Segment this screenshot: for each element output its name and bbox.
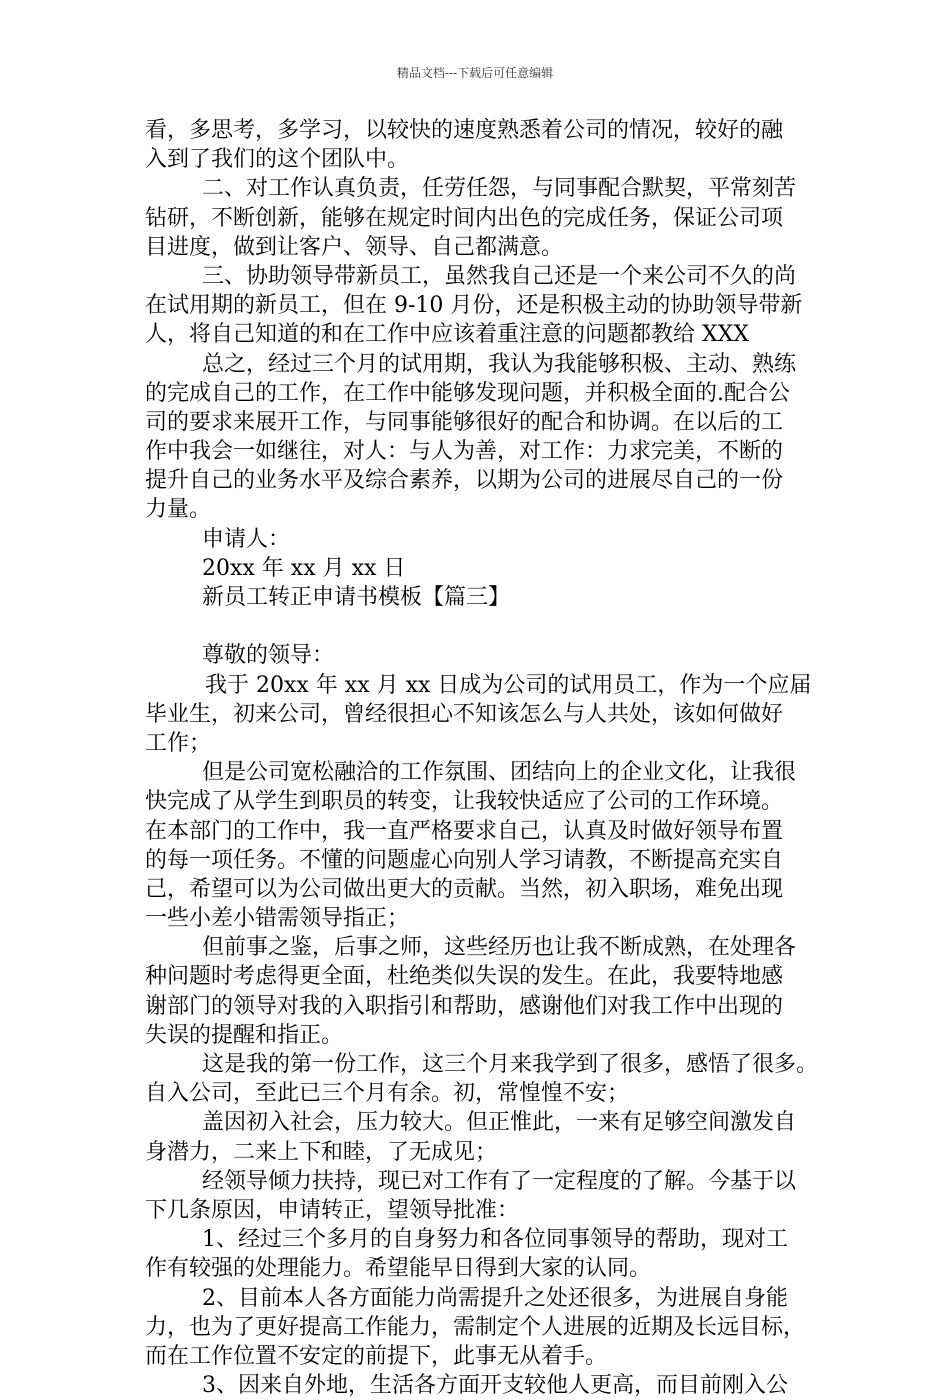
text-line: 谢部门的领导对我的入职指引和帮助，感谢他们对我工作中出现的 bbox=[145, 993, 784, 1019]
text-line: 总之，经过三个月的试用期，我认为我能够积极、主动、熟练 bbox=[202, 351, 797, 377]
text-line: 身潜力，二来上下和睦，了无成见； bbox=[145, 1139, 498, 1165]
text-line: 但是公司宽松融洽的工作氛围、团结向上的企业文化，让我很 bbox=[202, 760, 797, 786]
text-line: 的每一项任务。不懂的问题虚心向别人学习请教，不断提高充实自 bbox=[145, 847, 784, 873]
text-line: 目进度，做到让客户、领导、自己都满意。 bbox=[145, 234, 564, 260]
text-line: 2、目前本人各方面能力尚需提升之处还很多，为进展自身能 bbox=[202, 1285, 788, 1311]
text-line: 二、对工作认真负责，任劳任怨，与同事配合默契，平常刻苦 bbox=[202, 176, 797, 202]
text-line: 经领导倾力扶持，现已对工作有了一定程度的了解。今基于以 bbox=[202, 1168, 797, 1194]
text-line: 钻研，不断创新，能够在规定时间内出色的完成任务，保证公司项 bbox=[145, 205, 784, 231]
text-line: 入到了我们的这个团队中。 bbox=[145, 147, 410, 173]
text-line: 这是我的第一份工作，这三个月来我学到了很多，感悟了很多。 bbox=[202, 1052, 819, 1077]
text-line: 快完成了从学生到职员的转变，让我较快适应了公司的工作环境。 bbox=[145, 789, 784, 815]
text-line: 作中我会一如继往，对人：与人为善，对工作：力求完美，不断的 bbox=[145, 439, 784, 465]
text-line: 下几条原因，申请转正，望领导批准： bbox=[145, 1197, 520, 1223]
text-line: 毕业生，初来公司，曾经很担心不知该怎么与人共处，该如何做好 bbox=[145, 701, 784, 727]
text-line: 人，将自己知道的和在工作中应该着重注意的问题都教给 XXX bbox=[145, 322, 749, 348]
text-line: 自入公司，至此已三个月有余。初，常惶惶不安； bbox=[145, 1081, 630, 1107]
applicant-label: 申请人： bbox=[202, 526, 291, 552]
text-line: 我于 20xx 年 xx 月 xx 日成为公司的试用员工，作为一个应届 bbox=[205, 672, 812, 698]
page-header: 精品文档---下载后可任意编辑 bbox=[396, 66, 554, 80]
text-line: 但前事之鉴，后事之师，这些经历也让我不断成熟，在处理各 bbox=[202, 935, 797, 961]
text-line: 盖因初入社会，压力较大。但正惟此，一来有足够空间激发自 bbox=[202, 1110, 797, 1136]
text-line: 己，希望可以为公司做出更大的贡献。当然，初入职场，难免出现 bbox=[145, 876, 784, 902]
text-line: 力量。 bbox=[145, 497, 212, 523]
text-line: 种问题时考虑得更全面，杜绝类似失误的发生。在此，我要特地感 bbox=[145, 964, 784, 990]
date-line: 20xx 年 xx 月 xx 日 bbox=[202, 555, 406, 581]
text-line: 作有较强的处理能力。希望能早日得到大家的认同。 bbox=[145, 1256, 652, 1282]
text-line: 提升自己的业务水平及综合素养，以期为公司的进展尽自己的一份 bbox=[145, 468, 784, 494]
text-line: 失误的提醒和指正。 bbox=[145, 1022, 344, 1048]
text-line: 在本部门的工作中，我一直严格要求自己，认真及时做好领导布置 bbox=[145, 818, 784, 844]
text-line: 工作； bbox=[145, 730, 212, 756]
text-line: 的完成自己的工作，在工作中能够发现问题，并积极全面的.配合公 bbox=[145, 380, 790, 406]
text-line: 看，多思考，多学习，以较快的速度熟悉着公司的情况，较好的融 bbox=[145, 118, 784, 143]
text-line: 1、经过三个多月的自身努力和各位同事领导的帮助，现对工 bbox=[202, 1227, 788, 1253]
text-line: 而在工作位置不安定的前提下，此事无从着手。 bbox=[145, 1343, 608, 1369]
text-line: 司的要求来展开工作，与同事能够很好的配合和协调。在以后的工 bbox=[145, 409, 784, 435]
text-line: 三、协助领导带新员工，虽然我自己还是一个来公司不久的尚 bbox=[202, 263, 797, 289]
text-line: 力，也为了更好提高工作能力，需制定个人进展的近期及长远目标， bbox=[145, 1314, 806, 1340]
text-line: 一些小差小错需领导指正； bbox=[145, 906, 410, 932]
text-line: 3、因来自外地，生活各方面开支较他人更高，而目前刚入公 bbox=[202, 1373, 788, 1399]
section-title: 新员工转正申请书模板【篇三】 bbox=[202, 585, 511, 610]
text-line: 在试用期的新员工，但在 9-10 月份，还是积极主动的协助领导带新 bbox=[145, 293, 803, 319]
blank-line bbox=[145, 612, 835, 641]
document-body bbox=[145, 116, 835, 1400]
salutation: 尊敬的领导： bbox=[202, 643, 335, 669]
